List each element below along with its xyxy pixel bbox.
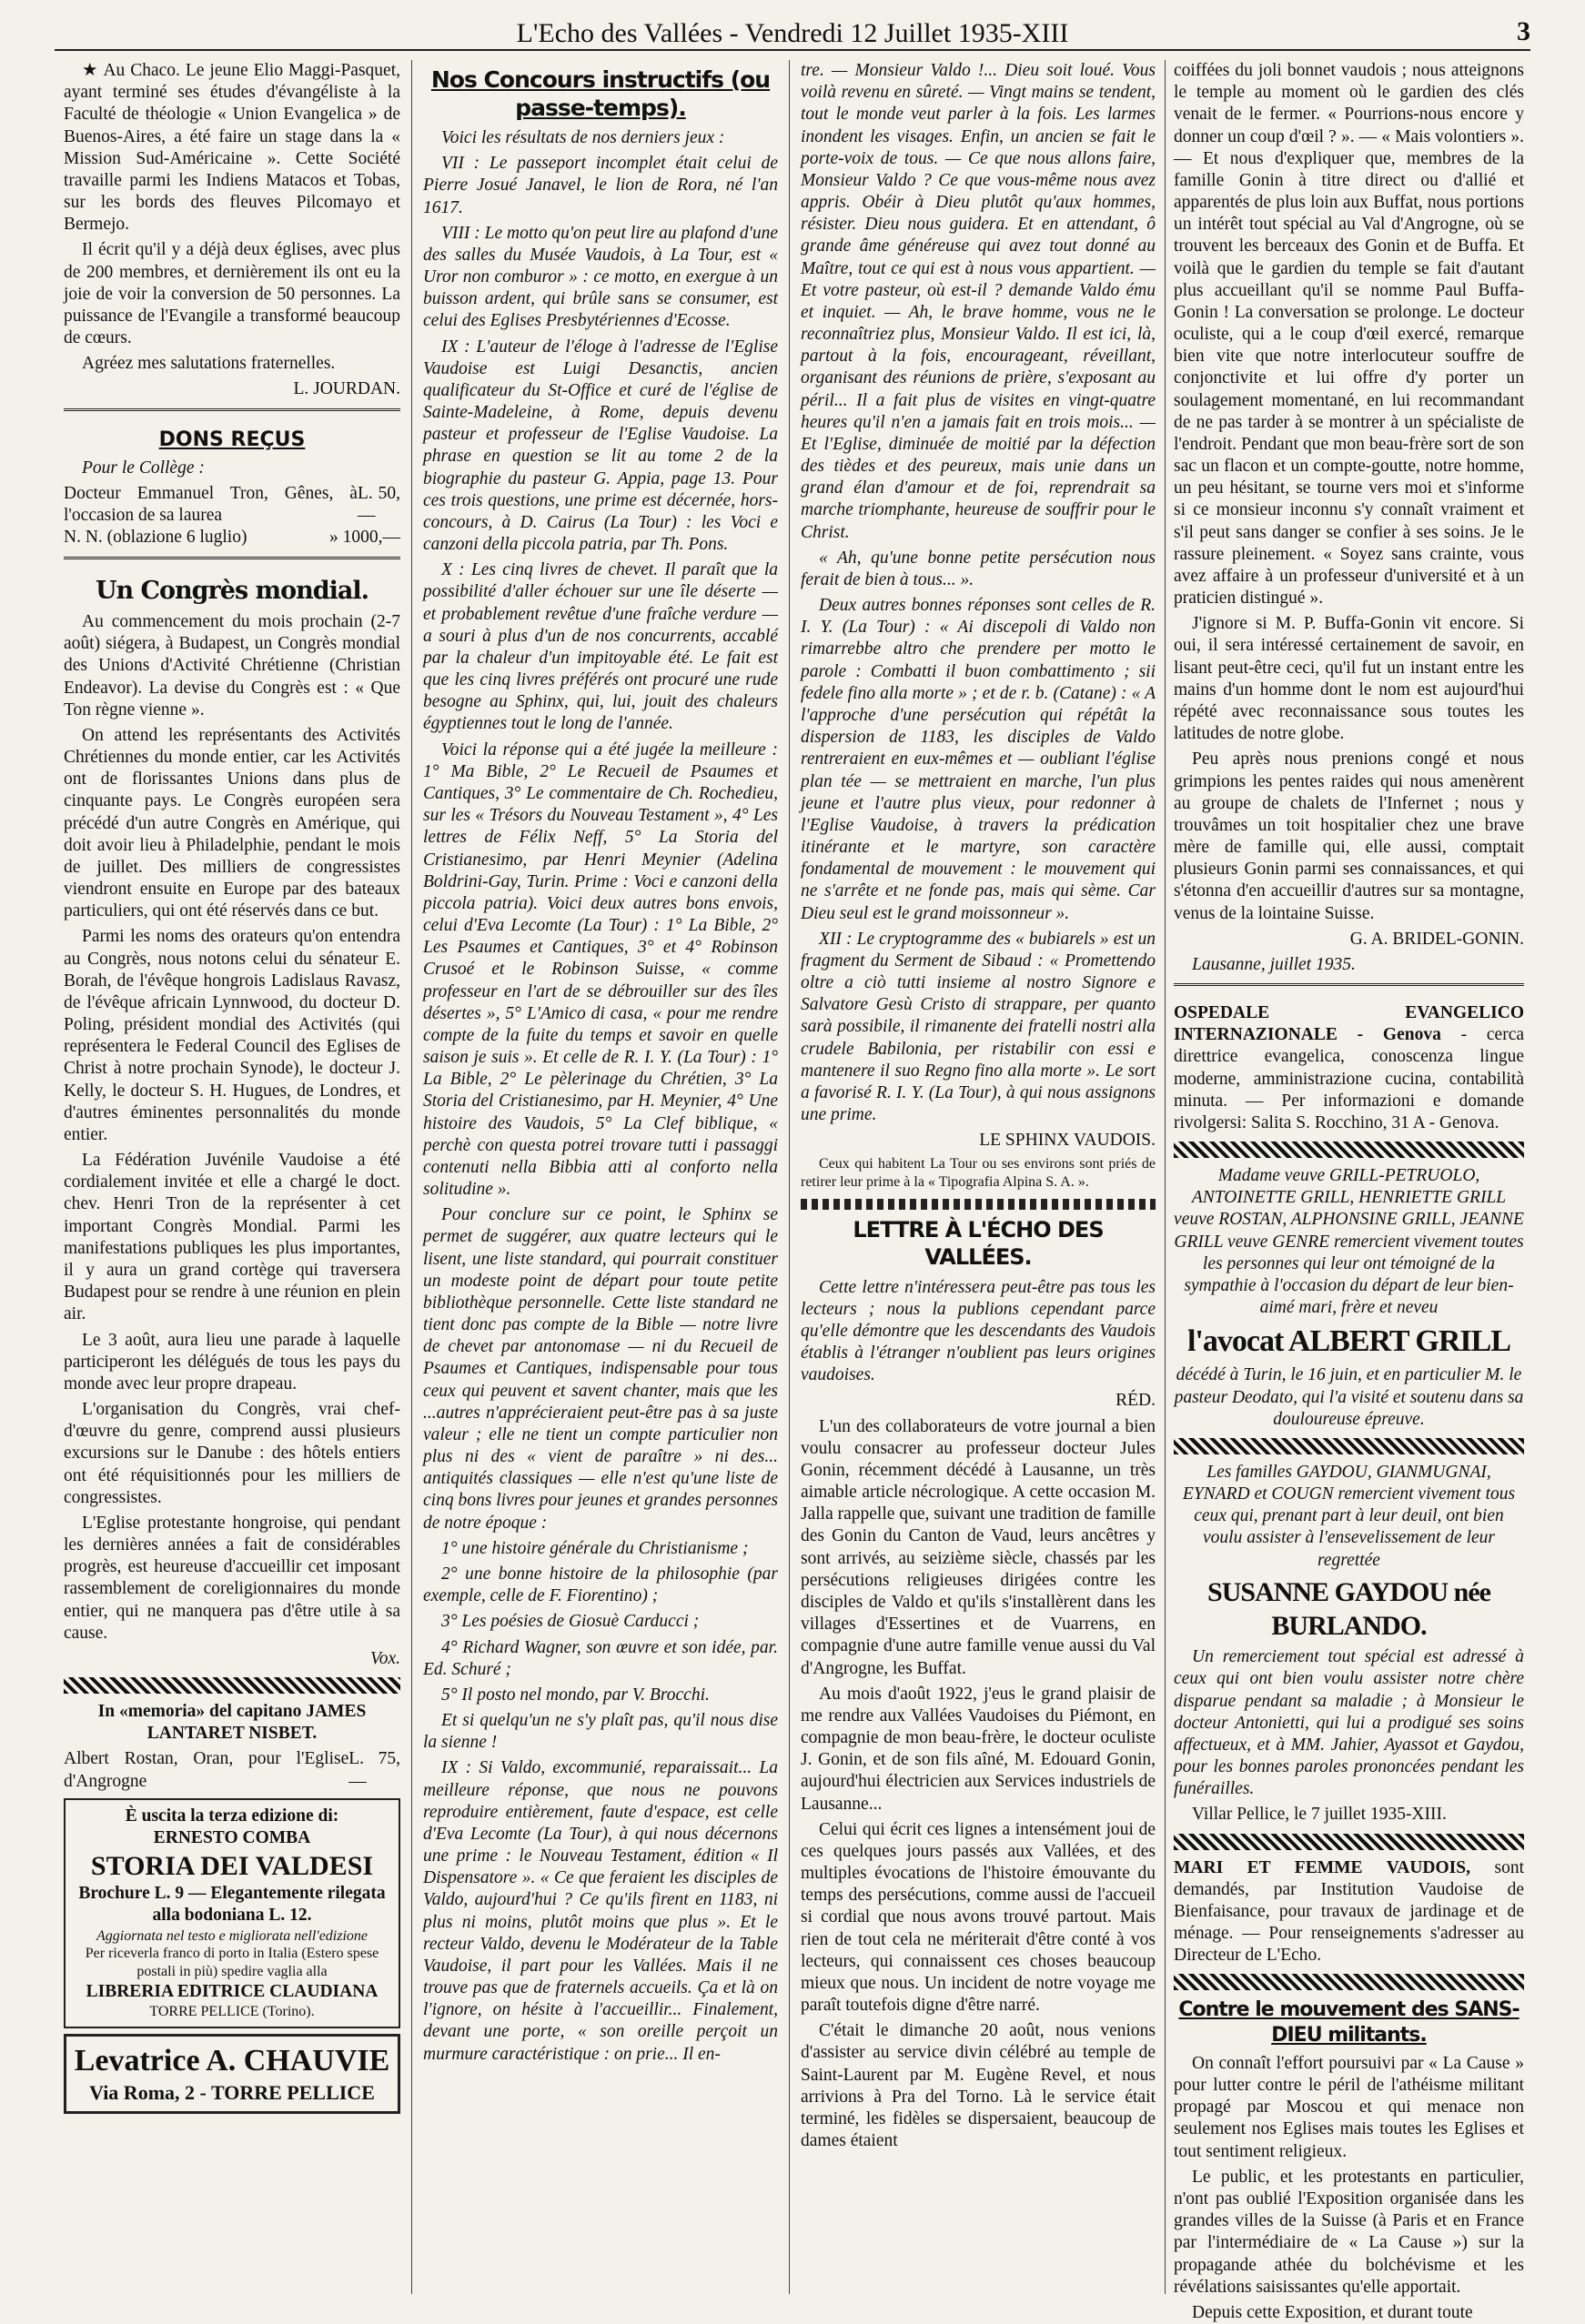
article-paragraph: IX : Si Valdo, excommunié, reparaissait... La meilleure réponse, que nous ne pouvons reproduire entièrement, faute d'espace, est celle d'Eva Lecomte (La Tour), à qui nous décernons une prime : le Nouveau Testament, édition « Il Dispensatore ». « Ce que feraient les disciples de Valdo, aujourd'hui ? Ce qu'ils firent en 1183, ni plus ni moins, plutôt moins que plus ». Et le recteur Valdo, devenu le Modérateur de la Table Vaudoise, il part pour les Vallées. Mais il ne trouve pas que de fraternels accueils. Ça et là on l'ignore, on hésite à l'accueillir... Finalement, devant une porte, « son oreille perçoit un murmure caractéristique : on prie... Il en- (423, 1758, 778, 2064)
article-paragraph: La Fédération Juvénile Vaudoise a été cordialement invitée et elle a chargé le doct. chev. Henri Tron de la représenter à cet important Congrès Mondial. Parmi les manifestations publiques les plus importantes, il y aura un grand cortège qui traversera Budapest pour se rendre à une réunion en plein air. (64, 1151, 400, 1324)
article-paragraph: Parmi les noms des orateurs qu'on entendra au Congrès, nous notons celui du sénateur E. Borah, de l'évêque hongrois Ladislaus Ravasz, de l'évêque africain Lynnwood, du docteur D. Poling, président mondial des Activités (qui représentera le Federal Council des Eglises de Christ à notre prochain Synode), le docteur J. Kelly, le docteur S. H. Hugues, de Londres, et d'autres éminentes personnalités du monde entier. (64, 927, 400, 1144)
article-paragraph: « Ah, qu'une bonne petite persécution nous ferait de bien à tous... ». (801, 548, 1156, 589)
donor: N. N. (oblazione 6 luglio) (64, 528, 247, 548)
column-4 (1174, 60, 1525, 2322)
article-paragraph: Depuis cette Exposition, et durant toute (1192, 2302, 1473, 2322)
date: Lausanne, juillet 1935. (1192, 954, 1356, 974)
divider (64, 557, 400, 568)
signature: G. A. BRIDEL-GONIN. (1349, 929, 1524, 949)
list-item: 1° une histoire générale du Christianisme ; (441, 1538, 749, 1558)
article-paragraph: Et si quelqu'un ne s'y plaît pas, qu'il nous dise la sienne ! (423, 1711, 778, 1753)
grill-notice: décédé à Turin, le 16 juin, et en particulier M. le pasteur Deodato, qui l'a visité et soutenu dans sa douloureuse épreuve. (1174, 1365, 1524, 1429)
list-item: 4° Richard Wagner, son œuvre et son idée, par. Ed. Schuré ; (423, 1637, 778, 1679)
divider (1174, 1142, 1524, 1158)
amount: L. 75,— (348, 1749, 400, 1791)
ad-line: ERNESTO COMBA (153, 1827, 311, 1847)
article-paragraph: Peu après nous prenions congé et nous grimpions les pentes raides qui nous amenèrent au groupe de chalets de l'Infernet ; nous y trouvâmes un toit hospitalier chez une brave mère de famille qui, elle aussi, comptait plusieurs Gonin parmi ses connaissances, et qui s'étonna d'en accueillir d'autres sur sa montagne, venus de la lointaine Suisse. (1174, 750, 1524, 923)
ad-line: Brochure L. 9 — Elegantemente rilegata alla bodoniana L. 12. (78, 1884, 386, 1926)
divider (801, 1199, 1156, 1210)
article-paragraph: Au commencement du mois prochain (2-7 août) siégera, à Budapest, un Congrès mondial des Unions d'Activité Chrétienne (Christian Endeavor). La devise du Congrès est : « Que Ton règne vienne ». (64, 612, 400, 719)
column-rule (1165, 60, 1166, 2294)
amount: L. 50,— (357, 484, 400, 526)
ad-line: Per riceverla franco di porto in Italia (Estero spese postali in più) spedire vaglia alla (85, 1946, 379, 1980)
ad-line: Via Roma, 2 - TORRE PELLICE (89, 2081, 375, 2105)
ad-chauvie (64, 2034, 400, 2113)
date: Villar Pellice, le 7 juillet 1935-XIII. (1192, 1805, 1447, 1825)
gaydou-name: SUSANNE GAYDOU née BURLANDO. (1207, 1576, 1490, 1641)
divider (1174, 1834, 1524, 1850)
article-paragraph: L'organisation du Congrès, vrai chef-d'œuvre du genre, comprend aussi plusieurs excursions sur le Danube : des hôtels entiers ont été réquisitionnés pour les milliers de congressistes. (64, 1400, 400, 1507)
lettre-title: LETTRE À L'ÉCHO DES VALLÉES. (853, 1217, 1104, 1270)
signature: Vox. (369, 1648, 400, 1668)
article-paragraph: Voici les résultats de nos derniers jeux : (441, 128, 725, 147)
mari-body: sont demandés, par Institution Vaudoise de Bienfaisance, pour travaux de jardinage et de ménage. — Pour renseignements s'adresser au Directeur de L'Echo. (1174, 1857, 1524, 1966)
ad-line: LIBRERIA EDITRICE CLAUDIANA (86, 1982, 379, 2002)
article-paragraph: tre. — Monsieur Valdo !... Dieu soit loué. Vous voilà revenu en sûreté. — Vingt mains se tendent, tout le monde veut parler à la fois. Les larmes inondent les visages. Enfin, un ancien se fait le porte-voix de tous. — Ce que nous allons faire, Monsieur Valdo ? Ce que vous-même nous avez appris. Obéir à Dieu plutôt qu'aux hommes, résister. Dieu nous guidera. Et en attendant, ô grande âme généreuse qui avez tout donné au Maître, tout ce qui est à nous vous appartient. — Et votre pasteur, où est-il ? demande Valdo ému et inquiet. — Ah, le brave homme, vous ne le reconnaîtriez plus, Monsieur Valdo. Il est ici, là, partout à la fois, encourageant, réveillant, organisant des réunions de prière, s'exposant au péril... Il a fait plus de visites en vingt-quatre heures qu'il n'en a jamais fait en trois mois... — Et l'Eglise, diminuée de moitié par la défection des tièdes et des peureux, mais unie dans un grand élan d'amour et de foi, reprendrait sa marche triomphante, heureuse de souffrir pour le Christ. (801, 61, 1156, 542)
dons-title: DONS REÇUS (158, 428, 306, 451)
list-item: 2° une bonne histoire de la philosophie (par exemple, celle de F. Fiorentino) ; (423, 1564, 778, 1606)
grill-name: l'avocat ALBERT GRILL (1186, 1324, 1511, 1359)
column-1 (64, 60, 400, 2294)
ospedale-title: OSPEDALE EVANGELICO INTERNAZIONALE - Genova (1174, 1003, 1524, 1045)
ad-line: È uscita la terza edizione di: (125, 1806, 339, 1826)
divider (64, 1677, 400, 1694)
article-paragraph: On attend les représentants des Activités Chrétiennes du monde entier, car les Activités ont de florissantes Unions dans plus de cinquante pays. Le Congrès européen sera précédé d'un autre Congrès en Amérique, qui doit avoir lieu à Philadelphie, pendant le mois de juillet. Des milliers de congressistes viendront ensuite en Europe par des bateaux particuliers, qui ont été réservés dans ce but. (64, 725, 400, 921)
article-paragraph: Deux autres bonnes réponses sont celles de R. I. Y. (La Tour) : « Ai discepoli di Valdo non rimarrebbe altro che prendere per motto le parole : Combatti il buon combattimento ; sii fedele fino alla morte » ; et de r. b. (Catane) : « A l'approche d'une persécution qui répétât la dispersion de 1183, les disciples de Valdo rentreraient en eux-mêmes et — oubliant l'église plan tée — se mettraient en marche, l'un plus jeune et l'autre plus vieux, pour redonner à l'Eglise Vaudoise, à travers la prédication itinérante et le martyre, son caractère fondamental de mouvement : le mouvement qui ne s'arrête et ne fonde pas, mais qui sème. Car Dieu seul est le grand moissonneur ». (801, 596, 1156, 923)
header-title: L'Echo des Vallées - Vendredi 12 Juillet 1935-XIII (516, 18, 1069, 48)
donor: Albert Rostan, Oran, pour l'Eglise d'Angrogne (64, 1749, 349, 1791)
article-paragraph: L'un des collaborateurs de votre journal a bien voulu consacrer au professeur docteur Jules Gonin, récemment décédé à Lausanne, un très aimable article nécrologique. A cette occasion M. Jalla rappelle que, suivant une tradition de famille des Gonin du Canton de Vaud, leurs ancêtres y sont arrivés, au seizième siècle, chassés par les persécutions religieuses dirigées contre les disciples de Valdo et qu'ils s'installèrent dans les villages d'Essertines et de Vuarrens, en compagnie d'une autre famille venue aussi du Val d'Angrogne, les Buffat. (801, 1416, 1156, 1678)
ospedale-body: - cerca direttrice evangelica, conoscenza lingue moderne, amministrazione cucina, contabilità minuta. — Per informazioni e domande rivolgersi: Salita S. Rocchino, 31 A - Genova. (1174, 1025, 1525, 1132)
gaydou-notice: Les familles GAYDOU, GIANMUGNAI, EYNARD et COUGN remercient vivement tous ceux qui, prenant part à leur deuil, ont bien voulu assister à l'ensevelissement de leur regrettée (1182, 1462, 1516, 1570)
donation-row (64, 483, 400, 527)
divider (64, 408, 400, 420)
concours-title: Nos Concours instructifs (ou passe-temps). (430, 66, 771, 121)
article-paragraph: Au mois d'août 1922, j'eus le grand plaisir de me rendre aux Vallées Vaudoises du Piémont, en compagnie de mon beau-frère, le docteur oculiste J. Gonin, et de son fils aîné, M. Edouard Gonin, aujourd'hui électricien aux Services industriels de Lausanne... (801, 1684, 1156, 1814)
chaco-paragraph: Agréez mes salutations fraternelles. (82, 354, 336, 374)
mari-title: MARI ET FEMME VAUDOIS, (1174, 1857, 1470, 1877)
signature: RÉD. (1116, 1391, 1156, 1411)
ad-storia-valdesi (64, 1798, 400, 2028)
memoria-title: In «memoria» del capitano JAMES LANTARET NISBET. (97, 1702, 367, 1744)
article-paragraph: Le public, et les protestants en particulier, n'ont pas oublié l'Exposition organisée dans les grandes villes de la Suisse (à Paris et en France par l'intermédiaire de « La Cause ») sur la propagande athée du bolchévisme et les révélations saisissantes qu'elle apportait. (1174, 2167, 1524, 2297)
article-paragraph: IX : L'auteur de l'éloge à l'adresse de l'Eglise Vaudoise est Luigi Desanctis, ancien qualificateur du St-Office et curé de l'église de Sainte-Madeleine, à Rome, depuis devenu pasteur et professeur de l'Eglise Vaudoise. La phrase en question se lit au tome 2 de la biographie du pasteur G. Appia, page 13. Pour ces trois questions, une prime est décernée, hors-concours, à D. Cairus (La Tour) : les Voci e canzoni della piccola patria, par Th. Pons. (423, 337, 778, 555)
article-paragraph: C'était le dimanche 20 août, nous venions d'assister au service divin célébré au temple de Saint-Laurent par M. Eugène Revel, et nous arrivions à Pra del Torno. Là le service était terminé, les fidèles se dispersaient, beaucoup de dames étaient (801, 2021, 1156, 2151)
gaydou-notice: Un remerciement tout spécial est adressé à ceux qui ont bien voulu assister notre chère disparue pendant sa maladie ; à Monsieur le docteur Antonietti, qui lui a prodigué ses soins affectueux, et à MM. Jahier, Ayassot et Gaydou, pour les bonnes paroles prononcées pendant les funérailles. (1174, 1647, 1524, 1799)
amount: » 1000,— (329, 528, 400, 548)
article-paragraph: Celui qui écrit ces lignes a intensément joui de ces quelques jours passés aux Vallées, et des multiples évocations de l'histoire émouvante du temps des persécutions, comme aussi de l'accueil si cordial que nous avons trouvé partout. Mais rien de tout cela ne mériterait d'être conté à vos lecteurs, qui connaissent ces choses beaucoup mieux que nous. Un incident de notre voyage me paraît toutefois digne d'être narré. (801, 1819, 1156, 2016)
article-paragraph: XII : Le cryptogramme des « bubiarels » est un fragment du Serment de Sibaud : « Promettendo oltre a ciò tutti insieme al nostro Signore e Salvatore Gesù Cristo di strappare, per quanto sarà possibile, il rimanente dei fratelli nostri alla crudele Babilonia, per ristabilir con essi e mantenere il suo Regno fino alla morte ». Le sort a favorisé R. I. Y. (La Tour), à qui nous assignons une prime. (801, 929, 1156, 1125)
article-paragraph: On connaît l'effort poursuivi par « La Cause » pour lutter contre le péril de l'athéisme militant propagé par Moscou et qui menace non seulement nos Eglises mais toutes les Eglises et tout sentiment religieux. (1174, 2053, 1524, 2161)
page-header (55, 13, 1530, 51)
article-paragraph: Le 3 août, aura lieu une parade à laquelle participeront les délégués de tous les pays du monde avec leur propre drapeau. (64, 1330, 400, 1393)
article-paragraph: VIII : Le motto qu'on peut lire au plafond d'une des salles du Musée Vaudois, à La Tour, est « Uror non comburor » : ce motto, en exergue à un buisson ardent, qui brûle sans se consumer, est celui des Eglises Presbytériennes d'Ecosse. (423, 223, 778, 331)
ad-line: STORIA DEI VALDESI (90, 1851, 374, 1882)
article-paragraph: X : Les cinq livres de chevet. Il paraît que la possibilité d'aller échouer sur une île déserte — et probablement revêtue d'une fraîche verdure — a souri à plus d'un de nos concurrents, accablé par la chaleur d'un impitoyable été. Le fait est que les cinq livres préférés ont procuré une rude besogne au Sphinx, qui, lui, jouit des chaleurs égyptiennes tout le long de l'année. (423, 560, 778, 734)
column-2 (423, 60, 778, 2294)
donation-row (64, 1748, 400, 1792)
donor: Docteur Emmanuel Tron, Gênes, à l'occasion de sa laurea (64, 484, 358, 526)
divider (1174, 1974, 1524, 1990)
column-rule (411, 60, 412, 2294)
list-item: 5° Il posto nel mondo, par V. Brocchi. (441, 1685, 710, 1705)
list-item: 3° Les poésies de Giosuè Carducci ; (441, 1612, 700, 1632)
divider (1174, 1438, 1524, 1454)
grill-notice: Madame veuve GRILL-PETRUOLO, ANTOINETTE GRILL, HENRIETTE GRILL veuve ROSTAN, ALPHONSINE GRILL, JEANNE GRILL veuve GENRE remercient vivement toutes les personnes qui leur ont témoigné de la sympathie à l'occasion du départ de leur bien-aimé mari, frère et neveu (1174, 1166, 1524, 1318)
ad-line: Levatrice A. CHAUVIE (74, 2044, 390, 2078)
article-paragraph: Pour conclure sur ce point, le Sphinx se permet de suggérer, aux quatre lecteurs qui le lisent, une liste standard, qui pourrait constituer un modeste point de départ pour toute petite bibliothèque personnelle. Cette liste standard ne tient donc pas compte de la Bible — notre livre de chevet par antonomase — ni du Recueil de Psaumes et Cantiques, indispensable pour tous ceux qui peuvent et savent chanter, mais que les ...autres n'apprécieraient peut-être pas à sa juste valeur ; elle ne tient un compte particulier non plus ni des « vient de paraître » ni des... antiquités classiques — elle n'est qu'une liste de cinq bons livres pour jeunes et grandes personnes de notre époque : (423, 1205, 778, 1533)
divider (1174, 983, 1524, 995)
chaco-paragraph: Il écrit qu'il y a déjà deux églises, avec plus de 200 membres, et dernièrement ils ont eu la joie de voir la conversion de 50 personnes. La puissance de l'Evangile a transformé beaucoup de cœurs. (64, 240, 400, 348)
column-rule (789, 60, 790, 2294)
signature: L. JOURDAN. (293, 379, 400, 399)
article-paragraph: Voici la réponse qui a été jugée la meilleure : 1° Ma Bible, 2° Le Recueil de Psaumes et Cantiques, 3° Le commentaire de Ch. Rochedieu, sur les « Trésors du Nouveau Testament », 4° Les lettres de Félix Neff, 5° La Storia del Cristianesimo, par Henri Meynier (Adelina Boldrini-Gay, Turin. Prime : Voci e canzoni della piccola patria). Voici deux autres bons envois, celui d'Eva Lecomte (La Tour) : 1° La Bible, 2° Les Psaumes et Cantiques, 3° et 4° Robinson Crusoé et le Robinson Suisse, « comme professeur en l'art de se débrouiller sur des îles désertes », 5° L'Amico di casa, « pour me rendre compte de la fuite du temps et savoir en quelle saison je suis ». Et celle de R. I. Y. (La Tour) : 1° La Bible, 2° Le pèlerinage du Chrétien, 3° La Storia del Cristianesimo, par H. Meynier, 4° Une histoire des Vaudois, 5° La Clef biblique, « perchè con questa potrei trovare tutti i passaggi contenuti nella Bibbia atti al conforto nella solitudine ». (423, 739, 778, 1200)
donation-row (64, 527, 400, 548)
article-paragraph: coiffées du joli bonnet vaudois ; nous atteignons le temple au moment où le gardien des clés venait de le fermer. « Pourrions-nous encore y donner un coup d'œil ? ». — « Mais volontiers ». — Et nous d'expliquer que, membres de la famille Gonin à titre direct ou d'allié et apparentés de plus loin aux Buffat, nous portions un intérêt tout spécial au Val d'Angrogne, où se trouvent les berceaux des Gonin et de Buffa. Et voilà que le gardien du temple se fait d'autant plus accueillant qu'il se nomme Paul Buffa-Gonin ! La conversation se prolonge. Le docteur oculiste, qui a le coup d'œil exercé, remarque bien vite que notre interlocuteur souffre de conjonctivite et lui offre d'y porter un soulagement momentané, en lui recommandant de ne pas tarder à se montrer à un spécialiste de l'endroit. Pendant que mon beau-frère sort de son sac un flacon et un compte-goutte, notre homme, un peu hésitant, se tourne vers moi et s'informe si ce monsieur inconnu s'y connaît vraiment et s'il peut sans danger se confier à ses soins. Je le rassure pleinement. « Soyez sans crainte, vous avez affaire à un professeur d'université et à un praticien distingué ». (1174, 61, 1524, 609)
page-number: 3 (1517, 16, 1530, 46)
congres-title: Un Congrès mondial. (95, 576, 369, 605)
article-paragraph: L'Eglise protestante hongroise, qui pendant les dernières années a fait de considérables progrès, est heureuse d'accueillir cet imposant rassemblement de coreligionnaires du monde entier, qui ne manquera pas d'être utile à sa cause. (64, 1513, 400, 1643)
chaco-paragraph: ★ Au Chaco. Le jeune Elio Maggi-Pasquet, ayant terminé ses études d'évangéliste à la Faculté de théologie « Union Evangelica » de Buenos-Aires, a été faire un stage dans la « Mission Sud-Américaine ». Cette Société travaille parmi les Indiens Matacos et Tobas, sur les bords des fleuves Pilcomayo et Bermejo. (64, 61, 400, 235)
ad-line: TORRE PELLICE (Torino). (149, 2004, 315, 2020)
article-paragraph: J'ignore si M. P. Buffa-Gonin vit encore. Si oui, il sera intéressé certainement de savoir, en lisant peut-être ceci, qu'il fut un instant entre les mains d'un homme dont le nom est aujourd'hui répété avec reconnaissance sous toutes les latitudes de notre globe. (1174, 614, 1524, 744)
dons-subtitle: Pour le Collège : (82, 458, 205, 478)
article-paragraph: Cette lettre n'intéressera peut-être pas tous les lecteurs ; nous la publions cependant parce qu'elle démontre que les descendants des Vaudois établis à l'étranger n'oublient pas leurs origines vaudoises. (801, 1277, 1156, 1385)
column-3 (801, 60, 1156, 2294)
ad-line: Aggiornata nel testo e migliorata nell'edizione (96, 1927, 368, 1944)
note: Ceux qui habitent La Tour ou ses environs sont priés de retirer leur prime à la « Tipografia Alpina S. A. ». (801, 1156, 1156, 1191)
sansdieu-title: Contre le mouvement des SANS-DIEU militants. (1178, 1998, 1519, 2047)
signature: LE SPHINX VAUDOIS. (979, 1131, 1156, 1151)
article-paragraph: VII : Le passeport incomplet était celui de Pierre Josué Janavel, le lion de Rora, né l'an 1617. (423, 154, 778, 217)
